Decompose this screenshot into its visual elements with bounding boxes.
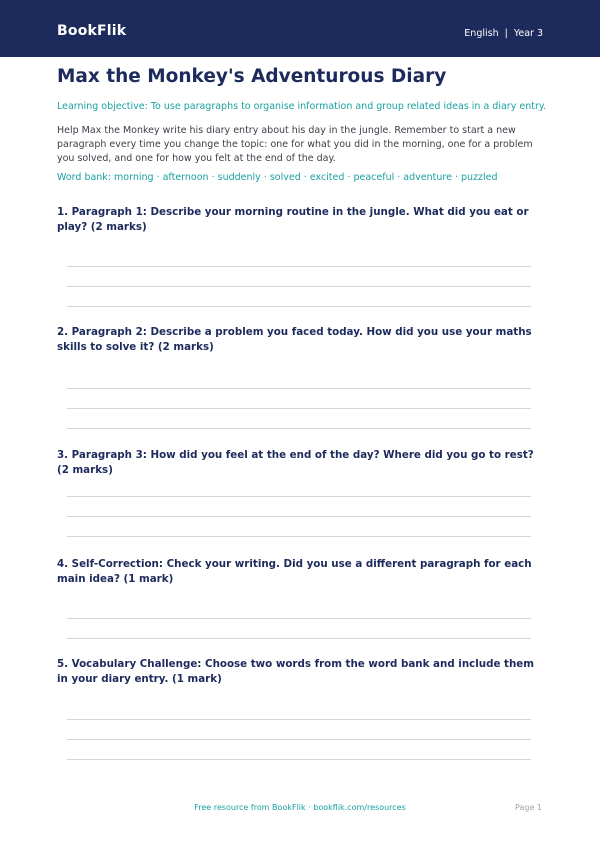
answer-line[interactable]: [67, 618, 531, 619]
answer-line[interactable]: [67, 286, 531, 287]
answer-line[interactable]: [67, 428, 531, 429]
subject-label: English: [464, 28, 499, 39]
answer-line[interactable]: [67, 516, 531, 517]
question-3: 3. Paragraph 3: How did you feel at the end of the day? Where did you go to rest? (2 marks): [57, 449, 534, 476]
answer-line[interactable]: [67, 496, 531, 497]
header-separator: |: [504, 28, 508, 39]
question-2: 2. Paragraph 2: Describe a problem you faced today. How did you use your maths skills to solve it? (2 marks): [57, 326, 532, 353]
instructions-paragraph: Help Max the Monkey write his diary entry about his day in the jungle. Remember to start a new paragraph every time you change the topic: one for what you did in the morning, one for a problem you solved, and one for how you felt at the end of the day.: [57, 125, 533, 164]
answer-line[interactable]: [67, 739, 531, 740]
answer-line[interactable]: [67, 388, 531, 389]
page-number: Page 1: [515, 803, 542, 812]
footer-note: Free resource from BookFlik · bookflik.com/resources: [194, 803, 406, 812]
answer-line[interactable]: [67, 408, 531, 409]
year-label: Year 3: [513, 28, 543, 39]
brand-logo: BookFlik: [57, 23, 127, 39]
question-1: 1. Paragraph 1: Describe your morning routine in the jungle. What did you eat or play? (2 marks): [57, 206, 529, 233]
header-bar: [0, 0, 600, 57]
answer-line[interactable]: [67, 719, 531, 720]
answer-line[interactable]: [67, 638, 531, 639]
answer-line[interactable]: [67, 759, 531, 760]
subject-year: [464, 28, 543, 39]
page-title: Max the Monkey's Adventurous Diary: [57, 66, 447, 87]
word-bank: Word bank: morning · afternoon · suddenly · solved · excited · peaceful · adventure · puzzled: [57, 172, 498, 183]
learning-objective: Learning objective: To use paragraphs to organise information and group related ideas in a diary entry.: [57, 101, 547, 112]
question-5: 5. Vocabulary Challenge: Choose two words from the word bank and include them in your diary entry. (1 mark): [57, 658, 535, 685]
answer-line[interactable]: [67, 306, 531, 307]
answer-line[interactable]: [67, 266, 531, 267]
question-4: 4. Self-Correction: Check your writing. Did you use a different paragraph for each main idea? (1 mark): [57, 558, 532, 585]
answer-line[interactable]: [67, 536, 531, 537]
